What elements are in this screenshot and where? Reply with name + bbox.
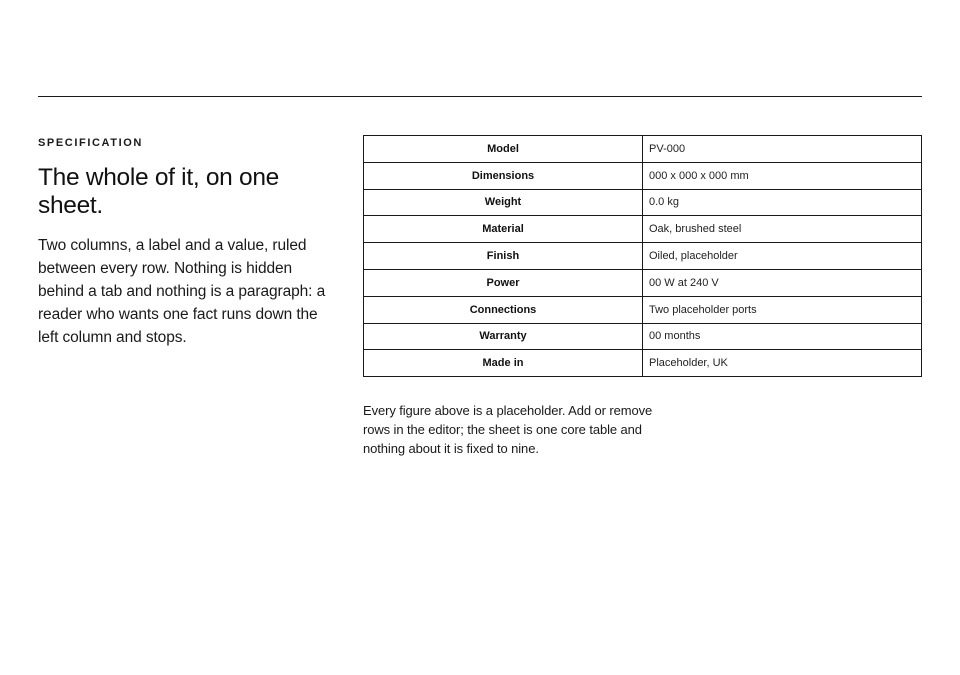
spec-value: Two placeholder ports	[643, 296, 922, 323]
section-description: Two columns, a label and a value, ruled between every row. Nothing is hidden behind a tab and nothing is a paragraph: a reader who wants one fact runs down the left column and stops.	[38, 237, 326, 346]
spec-label: Made in	[364, 350, 643, 377]
spec-label: Finish	[364, 243, 643, 270]
section-heading: The whole of it, on one sheet.	[38, 164, 279, 219]
section-eyebrow: SPECIFICATION	[38, 137, 143, 149]
table-row	[364, 189, 922, 216]
table-row	[364, 296, 922, 323]
spec-label: Weight	[364, 189, 643, 216]
spec-value: 00 W at 240 V	[643, 269, 922, 296]
spec-value: Oiled, placeholder	[643, 243, 922, 270]
table-footnote: Every figure above is a placeholder. Add or remove rows in the editor; the sheet is one core table and nothing about it is fixed to nine.	[363, 403, 653, 456]
spec-value: PV-000	[643, 136, 922, 163]
table-row	[364, 350, 922, 377]
spec-label: Model	[364, 136, 643, 163]
spec-label: Warranty	[364, 323, 643, 350]
spec-label: Power	[364, 269, 643, 296]
top-divider	[38, 96, 922, 97]
table-row	[364, 162, 922, 189]
spec-value: Oak, brushed steel	[643, 216, 922, 243]
spec-label: Connections	[364, 296, 643, 323]
table-row	[364, 269, 922, 296]
table-row	[364, 216, 922, 243]
spec-label: Dimensions	[364, 162, 643, 189]
spec-value: 000 x 000 x 000 mm	[643, 162, 922, 189]
spec-intro	[38, 136, 328, 349]
spec-value: 00 months	[643, 323, 922, 350]
table-row	[364, 243, 922, 270]
spec-table	[363, 135, 922, 377]
spec-value: 0.0 kg	[643, 189, 922, 216]
spec-value: Placeholder, UK	[643, 350, 922, 377]
table-row	[364, 136, 922, 163]
spec-label: Material	[364, 216, 643, 243]
table-row	[364, 323, 922, 350]
